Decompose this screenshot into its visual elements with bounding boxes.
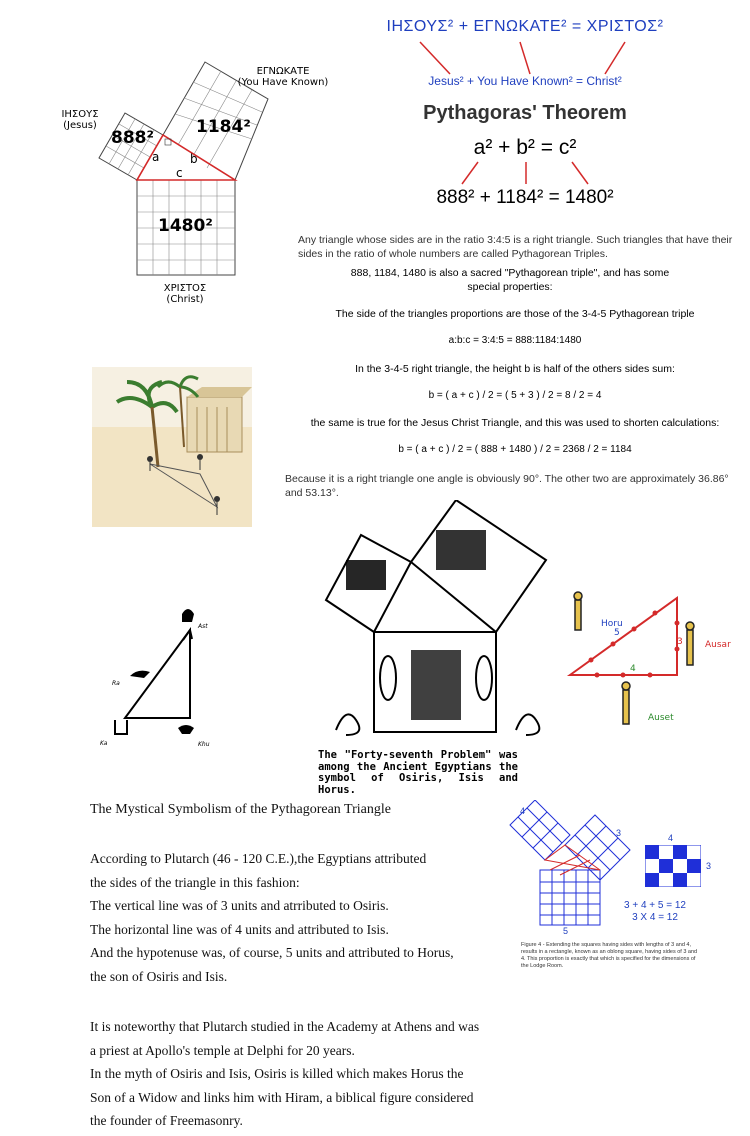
horu-ausar-auset-triangle <box>565 590 740 730</box>
label-ausar: Ausar <box>705 640 731 650</box>
para-angles: Because it is a right triangle one angle is obviously 90°. The other two are approximately 36.86° and 53.13°. <box>285 473 729 499</box>
label-five: 5 <box>614 628 620 638</box>
forty-seventh-problem-image <box>316 500 556 745</box>
grid-label-5: 5 <box>563 926 569 936</box>
ratio-line: a:b:c = 3:4:5 = 888:1184:1480 <box>448 335 582 346</box>
para-height: In the 3-4-5 right triangle, the height b is half of the others sides sum: <box>355 363 675 375</box>
label-auset: Auset <box>648 713 674 723</box>
para-triples: Any triangle whose sides are in the ratio 3:4:5 is a right triangle. Such triangles that have their sides in the ratio of whole numbers are called Pythagorean Triples. <box>298 234 733 260</box>
hieroglyph-sketch <box>100 600 230 755</box>
body-line: a priest at Apollo's temple at Delphi for 20 years. <box>90 1042 355 1058</box>
body-paragraph-1 <box>90 847 510 988</box>
para-sacred-triple: 888, 1184, 1480 is also a sacred "Pythagorean triple", and has some special properties: <box>350 267 670 293</box>
body-line: Son of a Widow and links him with Hiram, a biblical figure considered <box>90 1089 474 1105</box>
body-line: And the hypotenuse was, of course, 5 units and attributed to Horus, <box>90 945 454 960</box>
sketch-label-left: Ra <box>112 680 120 687</box>
connector-lines <box>380 40 670 76</box>
label-you-have-known: ΕΓΝΩΚΑΤΕ (You Have Known) <box>237 66 329 88</box>
checker-board <box>645 845 701 887</box>
label-three: 3 <box>677 637 683 647</box>
grid-figure-caption: Figure 4 - Extending the squares having sides with lengths of 3 and 4, results in a rectangle, known as an oblong square, having sides of 3 and 4. This proportion is exactly that which is specified for the dimensions of the Lodge Room. <box>521 942 698 969</box>
square-a-label: 888² <box>111 128 154 148</box>
label-jesus: ΙΗΣΟΥΣ (Jesus) <box>61 109 99 131</box>
body-title: The Mystical Symbolism of the Pythagorean Triangle <box>90 802 391 817</box>
body-line: In the myth of Osiris and Isis, Osiris is killed which makes Horus the <box>90 1066 464 1081</box>
grid-eq-product: 3 X 4 = 12 <box>632 912 678 923</box>
small-grid-label-3: 3 <box>706 861 712 871</box>
egyptian-scene-image <box>92 367 252 527</box>
theorem-title: Pythagoras' Theorem <box>423 102 627 124</box>
para-jesus-christ-triangle: the same is true for the Jesus Christ Triangle, and this was used to shorten calculations: <box>310 417 720 429</box>
square-c-label: 1480² <box>158 216 213 236</box>
body-paragraph-2 <box>90 1015 510 1133</box>
body-line: the son of Osiris and Isis. <box>90 968 228 984</box>
label-four: 4 <box>630 664 636 674</box>
formula: a² + b² = c² <box>473 136 577 159</box>
grid-eq-sum: 3 + 4 + 5 = 12 <box>624 900 686 911</box>
grid-label-3: 3 <box>616 828 622 838</box>
body-line: According to Plutarch (46 - 120 C.E.),the Egyptians attributed <box>90 851 427 866</box>
numeric-formula: 888² + 1184² = 1480² <box>436 187 614 208</box>
grid-label-4: 4 <box>520 806 526 816</box>
body-line: the sides of the triangle in this fashion: <box>90 874 300 890</box>
sketch-label-right: Khu <box>198 741 210 748</box>
body-line: The horizontal line was of 4 units and attributed to Isis. <box>90 921 389 937</box>
side-c-label: c <box>176 166 183 180</box>
body-line: the founder of Freemasonry. <box>90 1113 243 1128</box>
pythagorean-diagram <box>85 55 325 285</box>
sketch-label-top: Ast <box>198 623 208 630</box>
forty-seventh-caption: The "Forty-seventh Problem" was among the Ancient Egyptians the symbol of Osiris, Isis and Horus. <box>318 749 518 796</box>
label-horu: Horu <box>601 619 623 629</box>
greek-equation: ΙΗΣΟΥΣ² + ΕΓΝΩΚΑΤΕ² = ΧΡΙΣΤΟΣ² <box>386 18 664 35</box>
formula-connector-lines <box>380 160 670 186</box>
square-b-label: 1184² <box>196 117 251 137</box>
small-grid-label-4: 4 <box>668 833 674 843</box>
para-proportions: The side of the triangles proportions are those of the 3-4-5 Pythagorean triple <box>335 308 695 320</box>
equation-888: b = ( a + c ) / 2 = ( 888 + 1480 ) / 2 = 2368 / 2 = 1184 <box>398 444 632 455</box>
label-christ: ΧΡΙΣΤΟΣ (Christ) <box>163 283 207 305</box>
side-b-label: b <box>190 152 198 166</box>
english-equation: Jesus² + You Have Known² = Christ² <box>428 74 622 88</box>
side-a-label: a <box>152 150 160 164</box>
sketch-label-bottom: Ka <box>100 740 108 747</box>
equation-345: b = ( a + c ) / 2 = ( 5 + 3 ) / 2 = 8 / 2 = 4 <box>428 390 602 401</box>
body-line: The vertical line was of 3 units and atrributed to Osiris. <box>90 898 389 913</box>
body-line: It is noteworthy that Plutarch studied in the Academy at Athens and was <box>90 1019 480 1034</box>
